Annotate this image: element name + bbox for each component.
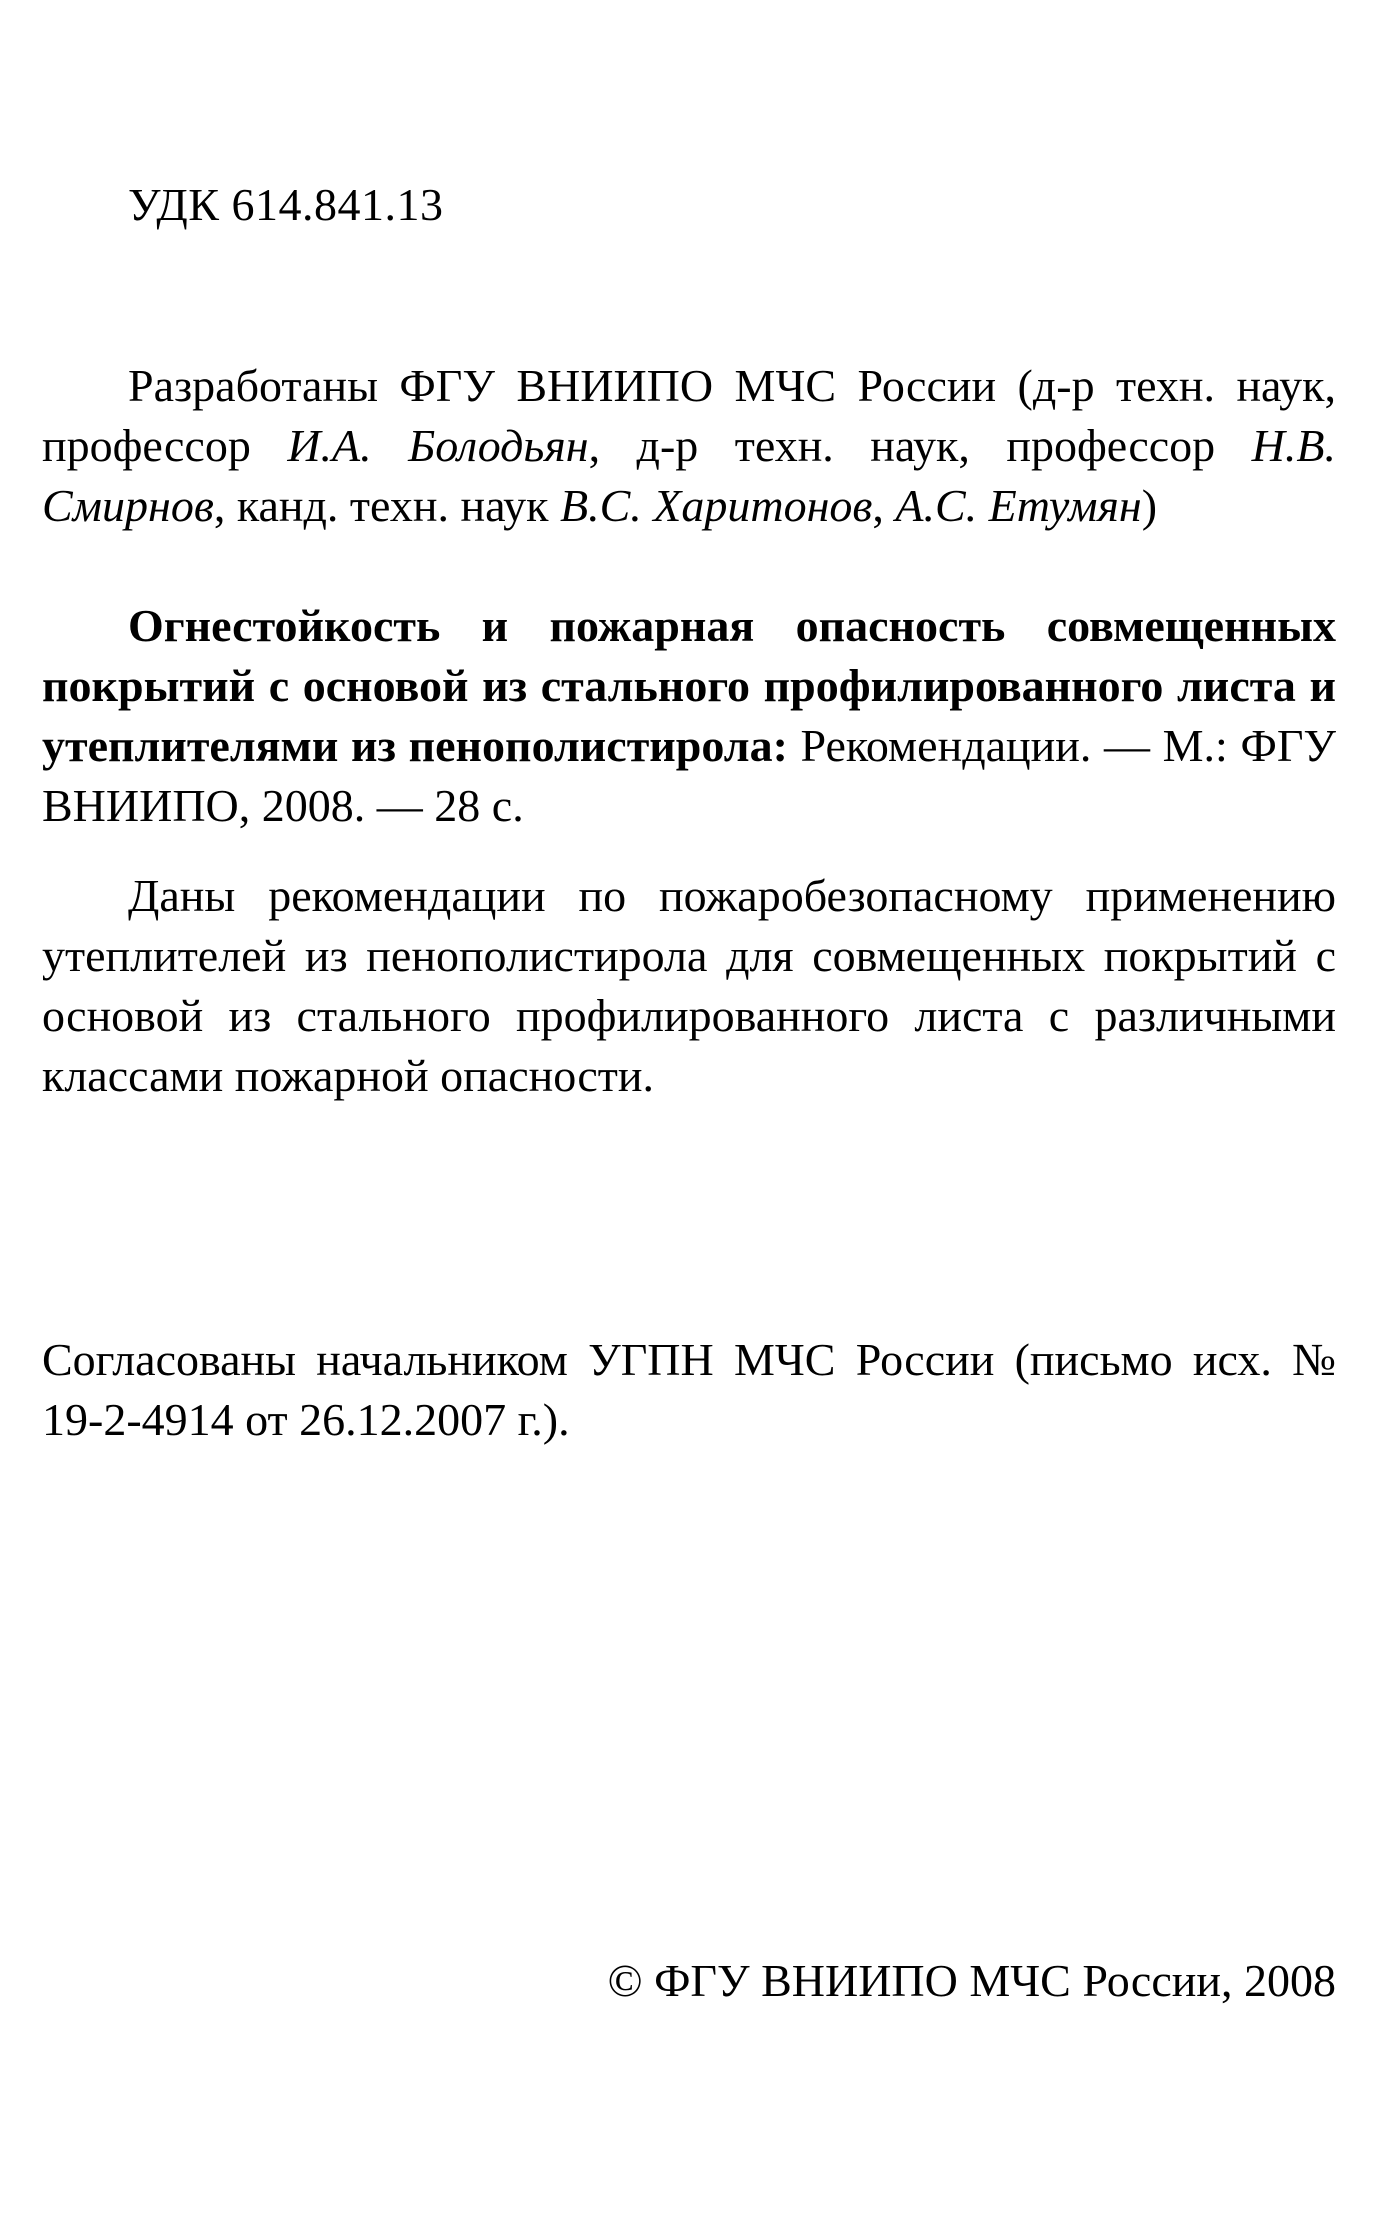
developers-prefix: Разработаны ФГУ ВНИИПО МЧС России (д-р техн. наук, профессор — [42, 360, 1336, 471]
copyright-line: © ФГУ ВНИИПО МЧС России, 2008 — [607, 1955, 1336, 2006]
developers-mid1: , д-р техн. наук, профессор — [588, 420, 1252, 471]
publication-title: Огнестойкость и пожарная опасность совмещенных покрытий с основой из стального профилированного листа и утеплителями из пенополистирола: — [42, 600, 1336, 771]
author-bolodyan: И.А. Болодьян — [287, 420, 589, 471]
author-etumyan: А.С. Етумян — [895, 480, 1142, 531]
approval-note: Согласованы начальником УГПН МЧС России (письмо исх. № 19-2-4914 от 26.12.2007 г.). — [42, 1334, 1336, 1445]
developers-mid2: , канд. техн. наук — [213, 480, 560, 531]
developers-suffix: ) — [1141, 480, 1158, 531]
author-smirnov: Н.В. Смирнов — [42, 420, 1336, 531]
udc-code: УДК 614.841.13 — [128, 179, 444, 230]
author-kharitonov: В.С. Харитонов — [560, 480, 873, 531]
abstract-paragraph: Даны рекомендации по пожаробезопасному применению утеплителей из пенополистирола для совмещенных покрытий с основой из стального профилированного листа с различными классами пожарной опасности. — [42, 870, 1336, 1101]
document-page — [42, 0, 1336, 2213]
developers-paragraph — [42, 356, 1336, 536]
developers-sep: , — [872, 480, 896, 531]
bibliographic-record — [42, 596, 1336, 836]
publication-details: Рекомендации. — М.: ФГУ ВНИИПО, 2008. — 28 с. — [42, 720, 1336, 831]
